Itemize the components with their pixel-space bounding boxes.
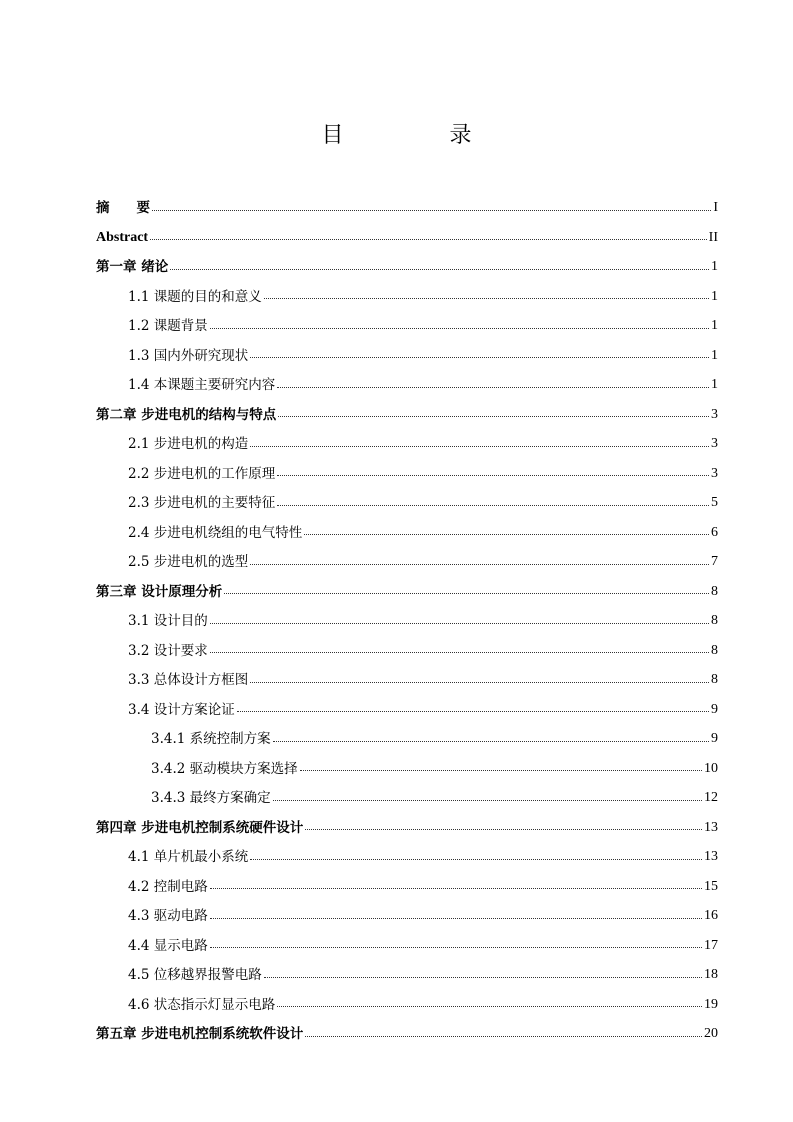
toc-entry-label: 4.2 控制电路 (128, 878, 208, 895)
toc-entry-label: 2.4 步进电机绕组的电气特性 (128, 524, 303, 541)
toc-entry[interactable] (96, 197, 718, 219)
toc-page-number: 1 (711, 347, 718, 363)
toc-entry-label: 2.2 步进电机的工作原理 (128, 465, 276, 482)
toc-entry-label: 1.1 课题的目的和意义 (128, 288, 262, 305)
toc-entry-label: 摘 要 (96, 200, 150, 216)
toc-entry[interactable] (128, 669, 718, 691)
toc-page-number: 8 (711, 583, 718, 599)
toc-page-number: 12 (704, 790, 718, 805)
toc-entry[interactable] (96, 404, 718, 426)
toc-entry-label: 第二章 步进电机的结构与特点 (96, 406, 277, 423)
toc-dot-leader (305, 829, 702, 830)
toc-dot-leader (277, 387, 709, 388)
toc-dot-leader (170, 269, 709, 270)
toc-entry[interactable] (128, 492, 718, 514)
toc-entry-label: 3.4.3 最终方案确定 (151, 790, 271, 806)
toc-entry[interactable] (128, 315, 718, 337)
toc-page-number: 3 (711, 406, 718, 422)
toc-entry[interactable] (128, 345, 718, 367)
toc-page-number: 1 (711, 318, 718, 333)
toc-entry[interactable] (96, 817, 718, 839)
toc-entry-label: 4.5 位移越界报警电路 (128, 967, 262, 983)
toc-entry-label: 3.4 设计方案论证 (128, 701, 235, 718)
toc-dot-leader (305, 1036, 702, 1037)
toc-dot-leader (224, 593, 709, 594)
toc-entry[interactable] (128, 551, 718, 573)
toc-page-number: 13 (704, 849, 718, 864)
toc-page-number: II (708, 229, 718, 245)
toc-entry-label: 4.4 显示电路 (128, 937, 208, 954)
toc-dot-leader (210, 947, 702, 948)
toc-page-number: 9 (711, 731, 718, 746)
toc-entry[interactable] (128, 699, 718, 721)
toc-dot-leader (273, 800, 702, 801)
toc-entry[interactable] (96, 256, 718, 278)
toc-page-number: 18 (704, 967, 718, 982)
toc-page-number: 1 (711, 259, 718, 274)
toc-entry[interactable] (128, 876, 718, 898)
toc-entry[interactable] (128, 374, 718, 396)
toc-entry[interactable] (128, 640, 718, 662)
toc-entry-label: 3.4.2 驱动模块方案选择 (151, 760, 298, 777)
toc-entry[interactable] (128, 433, 718, 455)
toc-dot-leader (210, 623, 709, 624)
toc-page-number: 9 (711, 701, 718, 717)
toc-entry-label: 2.5 步进电机的选型 (128, 554, 249, 570)
toc-entry[interactable] (128, 905, 718, 927)
toc-entry-label: 第一章 绪论 (96, 259, 169, 275)
toc-dot-leader (250, 859, 702, 860)
toc-page-number: 6 (711, 524, 718, 540)
toc-page-number: 3 (711, 465, 718, 481)
toc-entry-label: 第四章 步进电机控制系统硬件设计 (96, 819, 304, 836)
toc-entry-label: 1.3 国内外研究现状 (128, 347, 249, 364)
toc-entry-label: 第五章 步进电机控制系统软件设计 (96, 1026, 304, 1042)
toc-dot-leader (210, 888, 702, 889)
toc-entry[interactable] (128, 935, 718, 957)
toc-entry[interactable] (128, 463, 718, 485)
toc-page-number: 10 (704, 760, 718, 776)
toc-dot-leader (250, 682, 709, 683)
toc-page-number: 8 (711, 672, 718, 687)
toc-dot-leader (210, 328, 709, 329)
toc-entry[interactable] (128, 994, 718, 1016)
toc-page-number: 16 (704, 908, 718, 923)
toc-dot-leader (264, 977, 702, 978)
toc-page-number: 8 (711, 642, 718, 658)
toc-dot-leader (300, 770, 702, 771)
toc-entry-label: 4.3 驱动电路 (128, 908, 208, 924)
toc-dot-leader (278, 416, 709, 417)
toc-entry-label: 2.3 步进电机的主要特征 (128, 495, 276, 511)
toc-page-number: 5 (711, 495, 718, 510)
toc-page-number: I (713, 200, 718, 215)
toc-dot-leader (264, 298, 709, 299)
toc-entry[interactable] (128, 846, 718, 868)
toc-entry-label: 1.4 本课题主要研究内容 (128, 377, 276, 393)
toc-entry-label: 3.3 总体设计方框图 (128, 672, 249, 688)
toc-dot-leader (273, 741, 709, 742)
toc-page-number: 3 (711, 436, 718, 451)
toc-page-number: 19 (704, 996, 718, 1012)
toc-entry-label: 2.1 步进电机的构造 (128, 436, 249, 452)
toc-dot-leader (250, 357, 709, 358)
toc-page-number: 20 (704, 1026, 718, 1041)
toc-entry-label: Abstract (96, 229, 149, 245)
toc-entry[interactable] (151, 787, 718, 809)
toc-entry[interactable] (151, 728, 718, 750)
toc-entry[interactable] (151, 758, 718, 780)
toc-page-number: 7 (711, 554, 718, 569)
toc-dot-leader (210, 652, 709, 653)
toc-entry[interactable] (128, 286, 718, 308)
toc-dot-leader (210, 918, 702, 919)
toc-dot-leader (152, 210, 711, 211)
toc-page-number: 15 (704, 878, 718, 894)
toc-entry-label: 4.1 单片机最小系统 (128, 849, 249, 865)
toc-entry[interactable] (128, 964, 718, 986)
toc-dot-leader (250, 446, 709, 447)
toc-page-number: 13 (704, 819, 718, 835)
toc-page-number: 17 (704, 937, 718, 953)
toc-dot-leader (277, 505, 709, 506)
toc-dot-leader (250, 564, 709, 565)
toc-entry[interactable] (128, 522, 718, 544)
toc-dot-leader (237, 711, 709, 712)
toc-entry-label: 第三章 设计原理分析 (96, 583, 223, 600)
toc-dot-leader (304, 534, 709, 535)
toc-entry[interactable] (128, 610, 718, 632)
toc-entry-label: 3.2 设计要求 (128, 642, 208, 659)
toc-entry[interactable] (96, 1023, 718, 1045)
toc-entry-label: 4.6 状态指示灯显示电路 (128, 996, 276, 1013)
toc-entry[interactable] (96, 581, 718, 603)
toc-page-number: 1 (711, 288, 718, 304)
toc-entry-label: 3.4.1 系统控制方案 (151, 731, 271, 747)
toc-entry[interactable] (96, 227, 718, 249)
toc-page-number: 8 (711, 613, 718, 628)
toc-dot-leader (277, 475, 709, 476)
toc-page-number: 1 (711, 377, 718, 392)
toc-dot-leader (150, 239, 707, 240)
toc-entry-label: 3.1 设计目的 (128, 613, 208, 629)
toc-dot-leader (277, 1006, 702, 1007)
page-title: 目 录 (321, 123, 514, 148)
toc-entry-label: 1.2 课题背景 (128, 318, 208, 334)
